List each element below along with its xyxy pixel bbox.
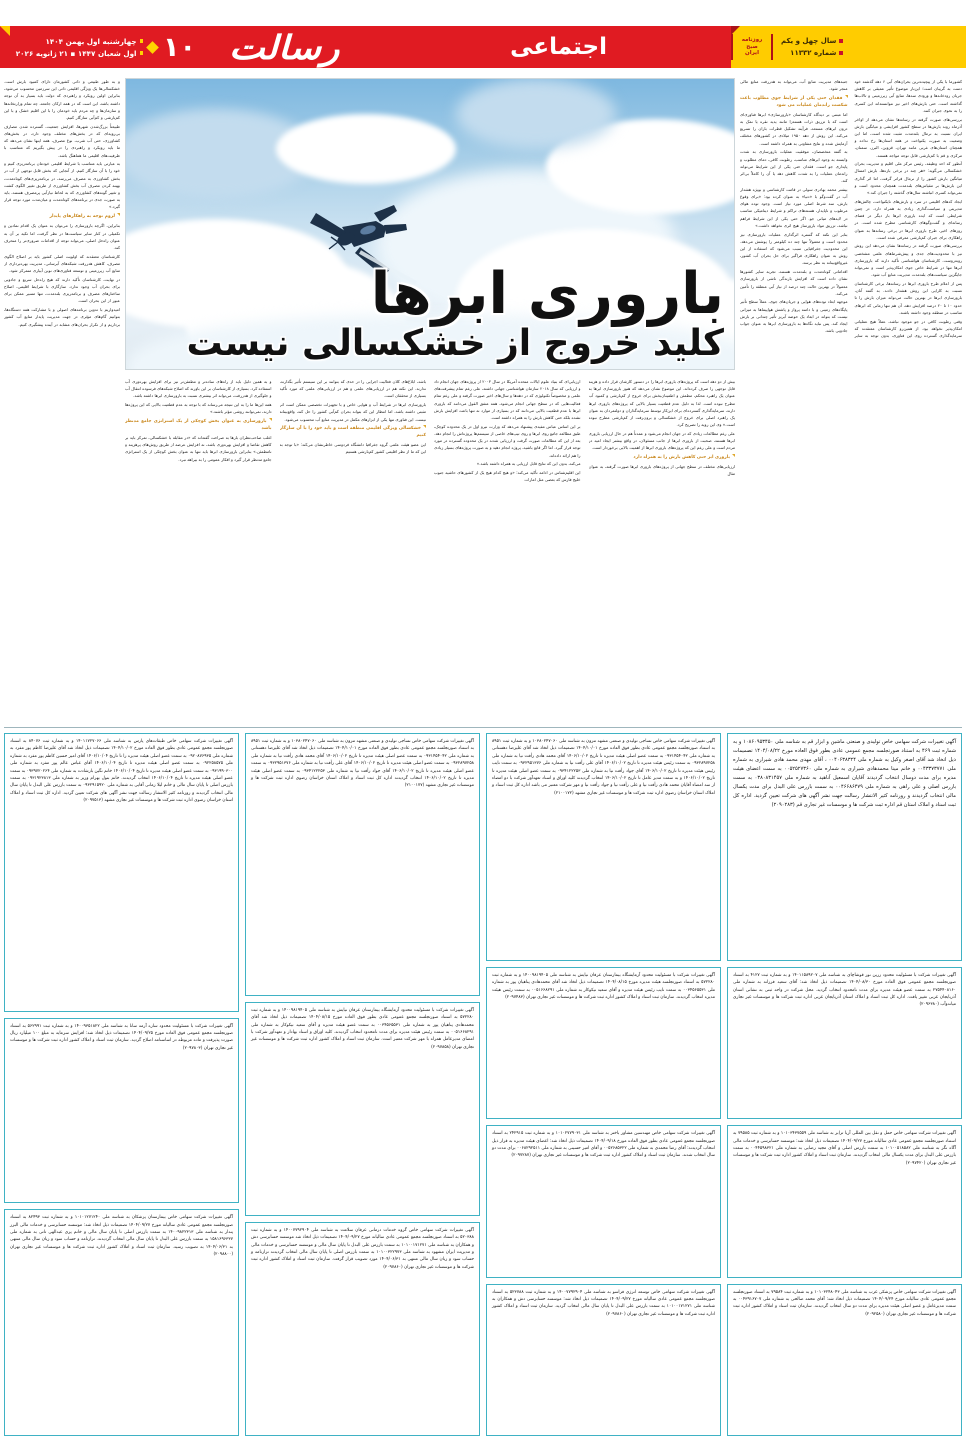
article-column: [589, 378, 736, 723]
cloud-shape: [456, 79, 616, 149]
ad-text: آگهی تغییرات شرکت سهامی خاص تولیدی و صنعتی ماشین و ابزار قم به شناسه ملی ۱۰۸۶۰۹۵۳۴۵۰ و به شماره ثبت ۴۶۹ به استناد صورتجلسه مجمع عمومی عادی بطور فوق العاده مورخ ۱۴۰۴/۰۸/۲۲ تصمیمات ذیل اتخاذ شد آقای اصغر وکیل به شماره ملی ۰۰۴۰۶۳۸۳۲۴ ، آقای مهدی محمد هادی شیرازی به شماره ملی ۰۰۴۳۳۷۳۷۷۱ و خانم مینا محمدهادی شیرازی به شماره ملی ۰۰۵۲۵۲۷۳۶۰ به سمت اعضای هیئت مدیره برای مدت دوسال انتخاب گردیدند آقایان اسمعیل آناهید به شماره ملی ۰۳۸۰۸۳۱۴۵۷ به سمت بازرس اصلی و علی راهی به شماره ملی ۰۰۴۶۶۸۶۴۷۹ به سمت بازرس علی البدل برای مدت یکسال مالی انتخاب گردیدند و روزنامه کثیر الانتشار رسالت جهت نشر آگهی های شرکت تعیین گردید. اداره کل ثبت اسناد و املاک استان قم اداره ثبت شرکت ها و موسسات غیر تجاری قم (۲۰۹۰۲۸۳): [733, 739, 957, 809]
paragraph: به عبارتی باید متناسب با شرایط اقلیمی خودمان برنامه‌ریزی کنیم و خود را با آن سازگار کنیم. از آنجایی که بخش قابل توجهی از آب در بخش کشاورزی به مصرف می‌رسد، در برنامه‌ریزی‌های کوتاه‌مدت، بهینه کردن مصرف آب بخش کشاورزی از طریق تغییر الگوی کشت و تغییر گونه‌های کشاورزی که به لحاظ نیازآبی پرمصرف هستند، باید به صورت جدی در برنامه‌های کوتاه‌مدت و میان‌مدت مورد توجه قرار گیرد.»: [4, 161, 120, 210]
paragraph: کارشناسان معتقدند که اولویت اصلی کشور باید بر اصلاح الگوی مصرف، کاهش هدررفت شبکه‌های آبرسانی، مدیریت بهره‌برداری از منابع آب زیرزمینی و توسعه فناوری‌های نوین آبیاری متمرکز شود.: [4, 253, 120, 274]
masthead-issue-block: [731, 26, 966, 68]
bullet-icon: [140, 39, 144, 43]
masthead-banner: [206, 26, 731, 68]
cloud-shape: [276, 114, 456, 184]
ad-column: [4, 733, 239, 1436]
date-lunar: [16, 49, 143, 58]
issue-number: [781, 49, 843, 57]
paragraph: امیدواریم با تدوین برنامه‌های اصولی و با مشارکت همه دستگاه‌ها، بتوانیم گام‌های مؤثری در جهت مدیریت پایدار منابع آب کشور برداریم و از تکرار بحران‌های مشابه در آینده پیشگیری کنیم.: [4, 307, 120, 327]
issue-lines: [781, 37, 843, 57]
ad-notice[interactable]: [486, 967, 721, 1119]
date-solar-text: چهارشنبه اول بهمن ۱۴۰۴: [45, 36, 137, 46]
ad-notice[interactable]: [245, 1002, 480, 1216]
ad-notice[interactable]: [4, 1018, 239, 1204]
paragraph: آنطور که احد وظیفه، رئیس مرکز ملی اقلیم و مدیریت بحران خشکسالی می‌گوید: «هر چند در برخی بازه‌ها، بارش امسال میانگین بارش کشور را از نرمال فراتر گرفت، اما اثر گذاری این بارش‌ها بر مقیاس‌های بلندمدت همچنان محدود است و نمی‌تواند کسری انباشته سال‌های گذشته را جبران کند.»: [854, 161, 962, 196]
hero-photo: [125, 78, 735, 370]
date-lines: [16, 37, 146, 58]
bullet-icon: [140, 51, 144, 55]
paragraph: ارزیابی‌ای که بنیاد علوم ایالات متحده آمریکا در سال ۲۰۰۳ از پروژه‌های جهان انجام داد و ارزیابی که سال ۲۰۱۸ سازمان هواشناسی جهانی داشته، علی رغم تمام پیشرفت‌های علمی و مخصوصاً تکنولوژی که در دهه‌ها و سال‌های اخیر صورت گرفته و علی رغم تمام فعالیت‌هایی که در سطح جهانی انجام می‌شود، همه متفق القول می‌دانند که باروری ابرها با عدم قطعیت بالایی می‌دانند که در بسیاری از موارد نه تنها باعث افزایش بارش نشده بلکه حتی کاهش بارش را به همراه داشته است.: [434, 379, 581, 421]
date-solar: [16, 37, 143, 46]
classified-ads-grid: [4, 733, 962, 1436]
paragraph: باشد، ابلاغ‌های کلان فعالیت اجرایی را در حدی که بتوانند بر این سیستم تأثیر بگذارند، ندارند. این نکته هم در ارزیابی‌های علمی و هم در ارزیابی‌های علمی که مورد تأکید بسیاری از محققان است.: [279, 379, 426, 399]
ad-notice[interactable]: [727, 1284, 962, 1436]
section-subheading: خشکسالی ویژگی اقلیمی منطقه است و باید خود را با آن سازگار کنیم: [279, 426, 426, 438]
paragraph: این اقلیم‌شناس در ادامه تأکید می‌کند: «و هیچ کدام هیچ یک از کشورهای حاشیه جنوب خلیج فارس که بعضی مثل امارات: [434, 469, 581, 483]
ad-notice[interactable]: [4, 733, 239, 1012]
section-subheading: بارورسازی به عنوان بخش کوچکی از یک استراتژی جامع مدنظر باشد: [125, 419, 272, 431]
newspaper-logo: رسالت: [228, 27, 340, 67]
paragraph: ارزیابی‌های مختلف در سطح جهانی از پروژه‌های باروری ابرها صورت گرفته، به عنوان مثال: [588, 464, 735, 477]
hero-headline-block: [186, 261, 724, 365]
right-rail-text: [740, 78, 962, 723]
ad-text: آگهی تغییرات شرکت سهامی خاص بیمارستان پزشکان به شناسه ملی ۱۰۱۰۱۲۷۱۲۴۰ و به شماره ثبت ۸۲۴۹۳ به استناد صورتجلسه مجمع عمومی عادی سالیانه مورخ ۱۴۰۴/۰۹/۲۷ تصمیمات ذیل اتخاذ شد: موسسه حسابرسی و خدمات مالی البرز پندار به شناسه ملی ۱۴۰۰۹۸۲۲۳۱۳ به سمت بازرس اصلی تا پایان سال مالی و خانم پری عبدالهی تاتی به شماره ملی ۱۵۸۱۶۹۶۳۳۷ به سمت بازرس علی البدل تا پایان سال مالی انتخاب گردیدند. ترازنامه و حساب سود و زیان سال مالی منتهی به ۱۴۰۴/۰۶/۳۱ به تصویب رسید. سازمان ثبت اسناد و املاک کشور اداره ثبت شرکت ها و موسسات غیر تجاری تهران (۲۰۹۸۸۰۰): [10, 1215, 233, 1258]
ad-notice[interactable]: [245, 1222, 480, 1436]
publisher-logo: [731, 34, 773, 60]
ad-text: آگهی تغییرات شرکت با مسئولیت محدود آزمایشگاه بیمارستان عرفان نیایش به شناسه ملی ۱۴۰۰۹۸۱۹۴۰۵ و به شماره ثبت ۵۷۲۲۸۰ به استناد صورتجلسه مجمع عمومی عادی بطور فوق العاده مورخ ۱۴۰۴/۰۸/۱۵ تصمیمات ذیل اتخاذ شد آقای محمدهادی پناهیان پور به شماره ملی ۰۰۳۴۵۶۵۵۳۱ به سمت عضو هیئت مدیره و آقای سعید نیکوکار به شماره ملی ۰۰۵۱۶۶۸۲۹۱ به سمت رئیس هیئت مدیره برای مدت نامحدود انتخاب گردیدند. کلیه اوراق و اسناد بهادار و تعهدآور شرکت با امضای مدیرعامل همراه با مهر شرکت معتبر است. سازمان ثبت اسناد و املاک کشور اداره ثبت شرکت ها و موسسات غیر تجاری تهران (۲۰۹۷۸۵۸): [251, 1007, 474, 1050]
ad-notice[interactable]: [486, 1125, 721, 1277]
section-divider: [4, 727, 962, 728]
issue-year: [781, 37, 843, 45]
paragraph: و به همین دلیل باید از راه‌های ساده‌تر و مطمئن‌تر نیز برای افزایش بهره‌وری آب استفاده کرد. بسیاری از کارشناسان بر این باورند که اصلاح شبکه‌های فرسوده انتقال آب و جلوگیری از هدررفت، می‌تواند اثر بیشتری نسبت به بارورسازی ابرها داشته باشد.: [125, 379, 272, 399]
paragraph: بارورسازی ابرها در شرایط آب و هوایی خاص و با تجهیزات تخصصی ممکن است اثر مثبتی داشته باشد، اما انتظار این که بتواند بحران کم‌آبی کشور را حل کند، واقع‌بینانه نیست. این فناوری تنها یکی از ابزارهای مکمل در مدیریت منابع آب محسوب می‌شود.: [279, 402, 426, 422]
paragraph: علی رغم مطالعات زیادی که در جهان انجام می‌شود و عمدتاً هم در حال ارزیابی باروری ابرها هستند، صحبت از باروری ابرها از جانب مسئولان، در واقع بیشتر ایجاد امید در مردم است و علی رغم این که پروژه‌های باروری ابرها از اهمیت بالایی برخوردار است.: [588, 430, 735, 451]
date-lunar-text: اول شعبان ۱۴۴۷ ▪ ۲۱ ژانویه ۲۰۲۶: [15, 48, 137, 58]
paragraph: کشورما با یکی از پیچیده‌ترین بحران‌های آبی ۶ دهه گذشته خود دست به گریبان است؛ این‌بار موضوع تأثیر عمیقی بر کاهش جریان رودخانه‌ها و ورودی سدها، منابع آبی زیرزمینی و تالاب‌ها گذاشته است. حتی بارش‌های اخیر نیز نتوانسته‌اند این کسری را به نحوی جبران کنند.: [854, 79, 962, 113]
section-subheading: فقدان حتی یکی از شرایط جوی مطلوب باعث شکست راندمان عملیات می شود: [740, 95, 848, 108]
paragraph: وقتی رطوبت کافی در جو موجود نباشد، عملاً هیچ عملیاتی امکان‌پذیر نخواهد بود. از همین‌رو کارشناسان معتقدند که سرمایه‌گذاری گسترده روی این فناوری، بدون توجه به سایر جنبه‌های مدیریت منابع آب، می‌تواند به هدررفت منابع مالی منجر شود.: [740, 79, 962, 338]
ad-text: آگهی تغییرات شرکت سهامی خاص گروه خدمات درمانی عرفان سلامت به شناسه ملی ۱۴۰۰۷۷۹۲۹۰۴ و به شماره ثبت ۵۲۰۳۸۸ به استناد صورتجلسه مجمع عمومی عادی سالیانه مورخ ۱۴۰۴/۰۹/۲۷ تصمیمات ذیل اتخاذ شد موسسه حسابرسی دش و همکاران به شناسه ملی ۱۰۱۰۰۱۷۱۲۷۱ به سمت بازرس علی البدل تا پایان سال مالی و موسسه حسابرسی و خدمات مالی و مدیریت ایران مشهود به شناسه ملی ۱۰۱۰۰۳۲۲۹۷۳ به سمت بازرس اصلی تا پایان سال مالی انتخاب گردیدند ترازنامه و حساب سود و زیان سال مالی منتهی به ۱۴۰۴/۰۶/۳۱ مورد تصویب قرار گرفت. سازمان ثبت اسناد و املاک کشور اداره ثبت شرکت ها و موسسات غیر تجاری تهران (۲۰۹۷۸۶۰): [251, 1227, 474, 1270]
paragraph: می‌کند، بدون این که نتایج قابل ارزیابی به همراه داشته باشد.»: [476, 461, 581, 467]
ad-text: آگهی تغییرات شرکت سهامی خاص طبقات‌های پارس به شناسه ملی ۱۴۰۱۱۷۲۷۰۶۶ و به شماره ثبت ۸۴۰۷۶ به استناد صورتجلسه مجمع عمومی عادی بطور فوق العاده مورخ ۱۴۰۴/۱۰/۰۲ تصمیمات ذیل اتخاذ شد آقای علیرضا کاظم پور مفرد به شماره ملی ۰۹۲۰۸۷۶۹۳۵ به سمت عضو اصلی هیئت مدیره را تا تاریخ ۱۴۰۶/۱۰/۰۴ آقای امیر حسین کاظم پور مفرد به شماره ملی ۰۹۲۲۵۸۵۷۵ به سمت عضو اصلی هیئت مدیره تا تاریخ ۱۴۰۶/۱۰/۰۴ آقای عباس عالم پور مفرد به شماره ملی ۰۹۳۱۹۹۰۳۰۰ به سمت عضو اصلی هیئت مدیره تا تاریخ ۱۴۰۶/۱۰/۰۴ خانم نگین بازشادت به شماره ملی ۰۹۳۹۷۲۰۲۶۴ به سمت عضو اصلی هیئت مدیره تا تاریخ ۱۴۰۶/۱۰/۰۴ انتخاب گردیدند. خانم بتول بهرام وزیر به شماره ملی ۰۹۳۱۹۲۳۸۱۳ به سمت بازرس اصلی تا پایان سال مالی و خانم لیلا زمانی آقایی به شماره ملی ۰۹۳۲۹۱۵۹۲۰ به سمت بازرس علی البدل تا پایان سال مالی انتخاب گردیدند و روزنامه کثیر الانتشار رسالت جهت نشر آگهی های شرکت تعیین گردید. اداره کل ثبت اسناد و املاک استان خراسان رضوی اداره ثبت شرکت ها و موسسات غیر تجاری مشهد (۲۰۹۷۵۱۳): [10, 739, 234, 804]
ad-column: [727, 733, 962, 1436]
paragraph: موجهه ابعاد توده‌های هوایی و جریان‌های جوی، عملاً سطح تأثیر پایگاه‌های زمینی و با دامنه پرواز و پاشش هواپیماها به میزانی نیست که بتواند در ابعاد یک حوضه آبریز تأثیر چندانی بر بارش ایجاد کند. پس نباید نگاه‌ها به بارورسازی ابرها به عنوان جواب جادویی باشد.: [740, 299, 848, 334]
hero-subtitle: کلید خروج از خشکسالی نیست: [186, 323, 724, 365]
issue-number-text: شماره ۱۱۳۳۲: [790, 49, 837, 57]
page-number: ۱۰: [163, 31, 196, 63]
ad-notice[interactable]: [727, 733, 962, 961]
article-column: [280, 378, 427, 723]
ad-notice[interactable]: [727, 967, 962, 1119]
paragraph: پس از اعلام طرح باروری ابرها در رسانه‌ها، برخی کارشناسان نسبت به کارایی این روش هشدار دادند. به گفته آنان، بارورسازی ابرها در بهترین حالت می‌تواند میزان بارش را تا حدود ۱۰ تا ۲۰ درصد افزایش دهد، آن هم تنها زمانی که ابرهای مناسب در منطقه وجود داشته باشند.: [854, 280, 962, 315]
left-rail-text: [4, 78, 120, 723]
masthead-date-block: [0, 26, 206, 68]
section-title: اجتماعی: [510, 34, 607, 60]
article-body: [125, 378, 735, 723]
article-column: [125, 378, 272, 723]
ad-notice[interactable]: [486, 733, 721, 961]
publisher-logo-line3: ایران: [745, 50, 759, 57]
paragraph: بیش از دو دهه است که پروژه‌های باروری ابرها را در دستور کارشان قرار داده و هزینه قابل توجهی را صرف کرده‌اند. این موضوع نشان می‌دهد که هنوز بارورسازی ابرها به عنوان یک راهبرد محکم، مطمئن و اطمینان‌بخش برای خروج از کم‌بارشی و کمبود آب مطرح نبوده است. لذا به دلیل عدم قطعیت بسیار بالایی که پروژه‌های باروری ابرها دارند، سرمایه‌گذاری گسترده‌ای برای این‌کار توسط سرمایه‌گذاران و دولتمردان به عنوان یک راهبرد اصلی برای خروج از خشکسالی و برون‌رفت از کم‌بارشی مطرح نبوده است.» وی این رویه را تصریح کرد.: [588, 379, 735, 428]
paragraph: بیشتر محمد بهادری سولی در قامت کارشناسی و بویژه هشدار آب در گفت‌وگو با «دنیا» به عنوان کرده بود: «برای وقوع بارش، سه شرط اصلی مورد نیاز است. وجود توده هوای مرطوب و ناپایدار، هسته‌های تراکم و شرایط دینامیکی مناسب در لایه‌های میانی جو. اگر حتی یکی از این شرایط فراهم نباشد، تزریق مواد بارورساز هیچ اثری نخواهد داشت.»: [740, 186, 848, 228]
ad-text: آگهی تغییرات شرکت سهامی خاص مهندسین مشاور باختر به شناسه ملی ۱۰۱۰۲۷۷۹۰۳۱ و به شماره ثبت ۲۴۲۹۱۵ به استناد صورتجلسه مجمع عمومی عادی بطور فوق العاده مورخ ۱۴۰۴/۰۹/۱۸ تصمیمات ذیل اتخاذ شد: اعضای هیئت مدیره به قرار ذیل انتخاب گردیدند: آقای رضا محمدی به شماره ملی ۰۰۵۲۶۸۵۳۲۲ و آقای امیر حسینی به شماره ملی ۰۰۶۸۲۹۲۵۱۱ برای مدت دو سال انتخاب شدند. سازمان ثبت اسناد و املاک کشور اداره ثبت شرکت ها و موسسات غیر تجاری تهران (۲۰۹۷۲۸۷): [492, 1131, 716, 1159]
paragraph: بر این اساس عباس مفیدی پیشنهاد می‌دهد که وزارت نیرو اول در یک محدوده کوچک، طبق مطالعه جامع روی ابرها و روی تیپ‌های خاصی از سیستم‌ها پروژه‌اش را انجام دهد. بعد از این که مطالعات صورت گرفت و ارزیابی شدند در یک محدوده گسترده در مورد توجه قرار گیرد. اما اگر قانع باشید، پروژه انجام دهید و به صورت پروژه‌های بسیار زیادی را هم ارائه داده‌اند.: [434, 423, 581, 458]
ad-text: آگهی تغییرات شرکت سهامی خاص پزشکی غرب به شناسه ملی ۱۰۱۰۳۲۴۸۰۴۳ و به شماره ثبت ۷۹۵۸۴ به استناد صورتجلسه مجمع عمومی عادی سالیانه مورخ ۱۴۰۴/۰۹/۲۴ تصمیمات ذیل اتخاذ شد: آقای محمد صالحی به شماره ملی ۰۰۴۳۹۱۶۷۰۷ به سمت مدیرعامل و عضو اصلی هیئت مدیره برای مدت دو سال انتخاب گردیدند. سازمان ثبت اسناد و املاک کشور اداره ثبت شرکت ها و موسسات غیر تجاری تهران (۲۰۹۲۵۸۰): [733, 1289, 956, 1317]
paragraph: بررسی‌های صورت گرفته در رسانه‌ها نشان می‌دهد این روش نیز با محدودیت‌های جدی و پیش‌شرط‌های علمی مشخصی روبه‌روست. کارشناسان هواشناسی تأکید دارند که بارورسازی ابرها تنها در شرایط خاص جوی امکان‌پذیر است و نمی‌تواند جایگزین سیاست‌های بلندمدت مدیریت منابع آب شود.: [854, 243, 962, 278]
section-subheading: باروری ابر حتی کاهش بارش را به همراه دارد: [589, 454, 736, 462]
masthead: [0, 26, 966, 68]
paragraph: به گفته متخصصان، موفقیت عملیات بارورسازی به شدت وابسته به وجود ابرهای مناسب، رطوبت کافی، دمای مطلوب و پایداری جو است. فقدان حتی یکی از این شرایط می‌تواند راندمان عملیات را به شدت کاهش دهد یا آن را کاملاً بی‌اثر کند.: [740, 149, 848, 184]
section-subheading: لزوم توجه به راهکارهای پایدار: [4, 213, 120, 221]
paragraph: بنابر این نکته که گستره اثرگذاری عملیات بارورسازی نیز محدود است و معمولاً تنها چند ده کیلومتر را پوشش می‌دهد. این محدودیت جغرافیایی سبب می‌شود که استفاده از این روش به عنوان راهکاری فراگیر برای حل بحران آب کشور، غیرواقع‌بینانه به نظر برسد.: [740, 231, 848, 266]
paragraph: و به طور طبیعی و ذاتی کشورمان دارای کمبود بارش است. خشکسالی‌ها یک ویژگی اقلیمی ذاتی این سرزمین محسوب می‌شود، بنابراین اولین رویکرد و راهبردی که دولت باید بسیار به آن توجه داشته باشد، این است که در همه ارکان جامعه، چه تمام وزارتخانه‌ها و سازمان‌ها و چه مردم باید خودمان را با این اقلیم خشک و با این کم‌بارشی و کم‌آبی سازگار کنیم.: [4, 79, 120, 121]
paragraph: ایجاد کدهای اقلیمی در سرد و بارش‌های نایکنواخت، چالش‌های مدیریتی و سیاست‌گذاری زیادی به همراه دارد. در چنین شرایطی است که ایده باروری ابرها بار دیگر در فضای رسانه‌ای و گفت‌وگوهای کارشناسی مطرح شده است. در روزهای اخیر، طرح باروری ابرها در برخی رسانه‌ها به عنوان راهکاری برای جبران کم‌بارشی معرفی شده است.: [854, 198, 962, 240]
paragraph: اقداماتی کوتاه‌مدت و بلندمدت هستند، تجربه سایر کشورها نشان داده است که افزایش بارندگی ناشی از بارورسازی معمولاً در بهترین حالت چند درصد از نیاز آبی منطقه را تأمین می‌کند.: [740, 269, 848, 296]
ad-notice[interactable]: [486, 1284, 721, 1436]
paragraph: اغلب صاحب‌نظران بارها به صراحت گفته‌اند که «در مقابله با خشکسالی، تمرکز باید بر کاهش تقاضا و افزایش بهره‌وری باشد، نه افزایش عرضه از طریق روش‌های پرهزینه و نامطمئن.» بنابراین بارورسازی ابرها باید تنها به عنوان بخش کوچکی از یک استراتژی جامع مدنظر قرار گیرد و افکار عمومی را به بیراهه نبرد.: [125, 434, 272, 462]
publisher-logo-line2: صبح: [746, 43, 758, 50]
paragraph: بررسی‌های صورت گرفته در رسانه‌ها نشان می‌دهد از اواخر آذرماه روند بارش‌ها در سطح کشور افزایشی و میانگین بارش ایران نسبت به نرمال بلندمدت مثبت شده است، اما این وضعیت به صورت یکنواخت در همه استان‌ها رخ نداده و همچنان استان‌های غربی مانند تهران، قزوین، البرز، سمنان، مرکزی و قم با کم‌بارشی قابل توجه مواجه هستند.: [854, 116, 962, 158]
ad-text: آگهی تغییرات شرکت سهامی خاص نساجی تولیدی و صنعتی مشهد تترون به شناسه ملی ۱۰۳۸۰۲۴۷۰۶۰ و به شماره ثبت ۸۹۵۱ به استناد صورتجلسه مجمع عمومی عادی بطور فوق العاده مورخ ۱۴۰۴/۱۰/۰۱ تصمیمات ذیل اتخاذ شد آقای علیرضا دهستانی به شماره ملی ۰۹۳۱۴۵۴۰۴۲ به سمت عضو اصلی هیئت مدیره تا تاریخ ۱۴۰۶/۱۰/۰۲ آقای محمد هادی رأفت نیا به شماره ملی ۰۹۳۲۸۹۷۲۵۸ به سمت رئیس هیئت مدیره تا تاریخ ۱۴۰۶/۱۰/۰۲ آقای علی رأفت نیا به شماره ملی ۰۹۳۲۹۵۱۳۷۶ به سمت نایب رئیس هیئت مدیره تا تاریخ ۱۴۰۶/۱۰/۰۲ آقای جواد رأفت نیا به شماره ملی ۰۹۳۴۱۲۲۲۵۳ به سمت عضو اصلی هیئت مدیره تا تاریخ ۱۴۰۶/۱۰/۰۲ و به سمت مدیر عامل تا تاریخ ۱۴۰۶/۱۰/۰۲ انتخاب گردیدند کلیه اوراق و اسناد تعهدآور شرکت با دو امضاء از سه امضاء آقایان محمد هادی رأفت نیا و علی رأفت نیا و جواد رأفت نیا و مهر شرکت معتبر می باشد اداره کل ثبت اسناد و املاک استان خراسان رضوی اداره ثبت شرکت ها و موسسات غیر تجاری مشهد (۲۱۰۰۱۷۲): [492, 739, 716, 796]
paragraph: همه این‌ها ما را به این نتیجه می‌رساند که با توجه به عدم قطعیت بالایی که این پروژه‌ها دارند، نمی‌توانند روشی مؤثر باشند.»: [125, 402, 272, 415]
publisher-logo-line1: روزنامه: [741, 36, 763, 43]
corner-accent: [0, 26, 10, 36]
ad-text: آگهی تغییرات شرکت سهامی خاص حمل و نقل بین المللی آریا ترابر به شناسه ملی ۱۰۱۰۳۴۳۷۵۵۹ و به شماره ثبت ۷۹۵۸۵ به استناد صورتجلسه مجمع عمومی عادی سالیانه مورخ ۱۴۰۴/۰۹/۲۷ تصمیمات ذیل اتخاذ شد: موسسه حسابرسی و خدمات مالی آگاه نگر به شناسه ملی ۱۰۱۰۰۵۱۸۵۸۲ به سمت بازرس اصلی و آقای مجید رضایی به شماره ملی ۰۰۴۴۵۹۸۳۲۱ به سمت بازرس علی البدل برای مدت یکسال مالی انتخاب گردیدند. سازمان ثبت اسناد و املاک کشور اداره ثبت شرکت ها و موسسات غیر تجاری تهران (۲۰۹۷۴۲۰): [733, 1131, 957, 1166]
issue-year-text: سال چهل و یکم: [781, 37, 837, 45]
bullet-icon: [839, 39, 843, 43]
paragraph: طبیعتاً بزرگ‌شدن شهرها، افزایش جمعیت، گسترده شدن مصارف بی‌رویه‌ای که در بخش‌های مختلف وجود دارد، در بخش‌های کشاورزی، حتی آب شرب، نوع مصرف، همه اینها نشان می‌دهد که ما باید رویکرد و راهبردی را در پیش بگیریم که متناسب با ظرفیت‌های اقلیمی ما هماهنگ باشد.: [4, 123, 120, 158]
right-rail-columns: [740, 78, 962, 723]
paragraph: بنابراین، اگرچه بارورسازی را می‌توان به عنوان یک اقدام نمادین و تکمیلی در کنار سایر سیاست‌ها در نظر گرفت، اما تکیه بر آن به عنوان راه‌حل اصلی، می‌تواند توجه از اقدامات ضروری‌تر را منحرف کند.: [4, 223, 120, 250]
paragraph: این عضو هیئت علمی گروه جغرافیا دانشگاه فردوسی خاطرنشان می‌کند: «با توجه به این که ما از نظر اقلیمی کشور کم‌بارشی هستیم: [279, 442, 426, 455]
ad-notice[interactable]: [727, 1125, 962, 1277]
ad-column: [486, 733, 721, 1436]
ad-text: آگهی تغییرات شرکت با مسئولیت محدود سازه آرمه سانا به شناسه ملی ۱۴۰۰۹۳۵۱۸۲۲ و به شماره ثبت ۵۶۲۹۹۱ به استناد صورتجلسه مجمع عمومی فوق العاده مورخ ۱۴۰۴/۰۹/۲۵ تصمیمات ذیل اتخاذ شد: افزایش سرمایه به مبلغ ۱۰۰ میلیارد ریال صورت پذیرفت و ماده مربوطه در اساسنامه اصلاح گردید. سازمان ثبت اسناد و املاک کشور اداره ثبت شرکت ها و موسسات غیر تجاری تهران (۲۰۹۷۸۰۳): [10, 1023, 233, 1051]
bullet-icon: [839, 51, 843, 55]
hero-title: باروری ابرها: [370, 261, 724, 328]
ad-notice[interactable]: [4, 1209, 239, 1436]
ad-text: آگهی تغییرات شرکت سهامی خاص توسعه انرژی فراسو به شناسه ملی ۱۴۰۰۷۷۹۲۹۰۴ و به شماره ثبت ۵۲۳۷۸۸ به استناد صورتجلسه مجمع عمومی عادی سالیانه مورخ ۱۴۰۴/۰۹/۲۷ تصمیمات ذیل اتخاذ شد: موسسه حسابرسی دش و همکاران به شناسه ملی ۱۰۱۰۰۱۷۱۲۷۱ به سمت بازرس علی البدل تا پایان سال مالی انتخاب گردید. سازمان ثبت اسناد و املاک کشور اداره ثبت شرکت ها و موسسات غیر تجاری تهران (۲۰۹۷۸۶۰): [492, 1289, 716, 1317]
article-column: [434, 378, 581, 723]
ad-notice[interactable]: [245, 733, 480, 996]
ad-text: آگهی تغییرات شرکت با مسئولیت محدود آزمایشگاه بیمارستان عرفان نیایش به شناسه ملی ۱۴۰۰۹۸۱۹۴۰۵ و به شماره ثبت ۵۷۲۲۸۰ به استناد صورتجلسه هیئت مدیره مورخ ۱۴۰۴/۰۸/۱۵ تصمیمات ذیل اتخاذ شد آقای محمدهادی پناهیان پور به شماره ملی ۰۰۳۴۵۶۵۵۳۱ به سمت نایب رئیس هیئت مدیره و آقای سعید نیکوکار به شماره ملی ۰۰۵۱۶۶۸۲۹۱ به سمت رئیس هیئت مدیره انتخاب گردیدند. سازمان ثبت اسناد و املاک کشور اداره ثبت شرکت ها و موسسات غیر تجاری تهران (۲۰۹۷۴۸۳): [492, 972, 716, 1000]
paragraph: در نهایت، کارشناسان تأکید دارند که هیچ راه‌حل سریع و جادویی برای بحران آب وجود ندارد. سازگاری با شرایط اقلیمی، اصلاح ساختارهای مصرف و برنامه‌ریزی بلندمدت، تنها مسیر ممکن برای عبور از این بحران است.: [4, 276, 120, 304]
ad-text: آگهی تغییرات شرکت سهامی خاص نساجی تولیدی و صنعتی مشهد تترون به شناسه ملی ۱۰۳۸۰۲۴۷۰۶۰ و به شماره ثبت ۸۹۵۱ به استناد صورتجلسه مجمع عمومی عادی بطور فوق العاده مورخ ۱۴۰۴/۱۰/۰۱ تصمیمات ذیل اتخاذ شد آقای علیرضا دهستانی به شماره ملی ۰۹۳۱۴۵۴۰۴۲ به سمت عضو اصلی هیئت مدیره تا تاریخ ۱۴۰۶/۱۰/۰۲ آقای محمد هادی رأفت نیا به شماره ملی ۰۹۳۲۸۹۷۲۵۸ به سمت عضو اصلی هیئت مدیره تا تاریخ ۱۴۰۶/۱۰/۰۲ آقای علی رأفت نیا به شماره ملی ۰۹۳۲۹۵۱۳۷۶ به سمت عضو اصلی هیئت مدیره تا تاریخ ۱۴۰۶/۱۰/۰۲ آقای جواد رأفت نیا به شماره ملی ۰۹۳۴۱۲۲۲۵۳ به سمت عضو اصلی هیئت مدیره تا تاریخ ۱۴۰۶/۱۰/۰۲ انتخاب گردیدند اداره کل ثبت اسناد و املاک استان خراسان رضوی اداره ثبت شرکت ها و موسسات غیر تجاری مشهد (۲۱۰۰۱۷۷): [251, 739, 475, 789]
ad-text: آگهی تغییرات شرکت با مسئولیت محدود زرین نور قوشاچای به شناسه ملی ۱۴۰۱۱۵۸۹۲۰۷ و به شماره ثبت ۴۱۲۷ به استناد صورتجلسه مجمع عمومی فوق العاده مورخ ۱۴۰۴/۰۸/۳۰ تصمیمات ذیل اتخاذ شد: آقای سعید فرزانه به شماره ملی ۲۷۵۴۴۰۸۱۶۰ به سمت عضو هیئت مدیره برای مدت نامحدود انتخاب گردید. محل شرکت در واحد ثبتی به نشانی استان آذربایجان غربی تغییر یافت. اداره کل ثبت اسناد و املاک استان آذربایجان غربی اداره ثبت شرکت ها و موسسات غیر تجاری میاندوآب (۲۰۹۶۳۸۰): [733, 972, 956, 1008]
ad-column: [245, 733, 480, 1436]
paragraph: اما مبتنی بر دیدگاه کارشناسان «بارورسازی» ابرها فناوری‌ای است که با تزریق ذرات هسته‌زا مانند یدید نقره یا نمک به درون ابرهای مستعد، فرآیند تشکیل قطرات باران را تسریع می‌کند. این روش از دهه ۱۹۵۰ میلادی در کشورهای مختلف آزمایش شده و نتایج متفاوتی به همراه داشته است.: [740, 111, 848, 146]
